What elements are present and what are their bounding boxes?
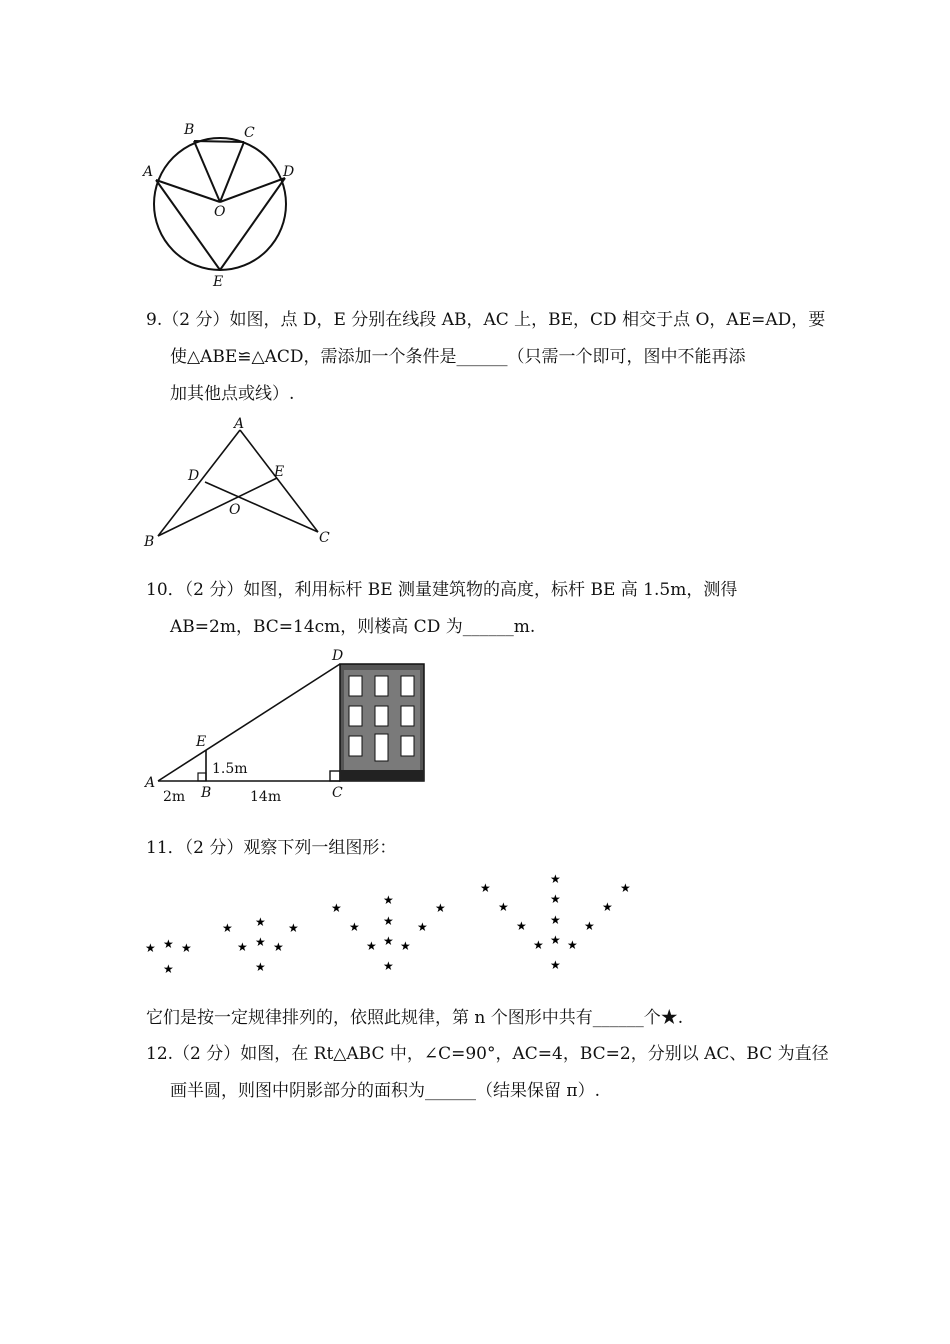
label-e: E [213,274,224,290]
question-10 [146,572,818,646]
star: ★ [533,938,544,952]
segment-ao [156,180,220,202]
star: ★ [516,919,527,933]
label-o: O [214,204,226,220]
label-c: C [244,125,255,141]
triangle-figure [140,414,340,554]
question-11-body [146,1000,818,1037]
right-angle-c [330,771,340,781]
star: ★ [480,881,491,895]
question-12 [146,1036,829,1110]
question-12-line-1: 12.（2 分）如图，在 Rt△ABC 中，∠C=90°，AC=4，BC=2，分别以 AC、BC 为直径 [146,1044,829,1064]
star-pattern-figure [140,870,640,985]
star: ★ [163,962,174,976]
star: ★ [331,901,342,915]
star: ★ [222,921,233,935]
star: ★ [349,920,360,934]
question-10-line-1: 10．（2 分）如图，利用标杆 BE 测量建筑物的高度，标杆 BE 高 1.5m，测得 [146,580,738,600]
star: ★ [550,892,561,906]
label-d: D [332,648,344,664]
label-a: A [145,775,156,791]
star: ★ [288,921,299,935]
label-c: C [319,530,330,546]
label-c: C [332,785,343,801]
label-b: B [201,785,212,801]
star: ★ [550,958,561,972]
segment-bc [194,141,244,142]
star: ★ [498,900,509,914]
question-9 [146,302,826,413]
star: ★ [383,914,394,928]
label-b: B [184,122,195,138]
star: ★ [255,915,266,929]
segment-co [220,142,244,202]
question-11-header [146,830,818,867]
segment-cd [205,482,318,532]
pole-height-label: 1.5m [212,761,248,777]
label-o: O [229,502,241,518]
label-d: D [283,164,295,180]
label-b: B [144,534,155,550]
question-12-line-2: 画半圆，则图中阴影部分的面积为______（结果保留 π）. [170,1081,600,1101]
label-a: A [143,164,154,180]
building-figure [140,646,430,811]
star: ★ [550,913,561,927]
star: ★ [602,900,613,914]
star: ★ [145,941,156,955]
question-10-line-2: AB=2m，BC=14cm，则楼高 CD 为______m. [170,617,536,637]
star: ★ [550,872,561,886]
star-group-4 [480,872,631,972]
star: ★ [567,938,578,952]
star-group-2 [222,915,299,974]
star: ★ [181,941,192,955]
label-e: E [274,464,285,480]
label-d: D [188,468,200,484]
star: ★ [255,935,266,949]
star: ★ [417,920,428,934]
star: ★ [273,940,284,954]
star: ★ [383,959,394,973]
building-icon [340,664,424,781]
star: ★ [400,939,411,953]
sight-line [158,664,340,781]
label-a: A [234,416,245,432]
star: ★ [383,893,394,907]
segment-do [220,178,285,202]
star: ★ [255,960,266,974]
star: ★ [366,939,377,953]
star: ★ [435,901,446,915]
segment-ac [240,430,318,532]
star: ★ [620,881,631,895]
star: ★ [163,937,174,951]
bc-length-label: 14m [250,789,282,805]
star: ★ [383,934,394,948]
segment-de [220,178,285,270]
ab-length-label: 2m [163,789,186,805]
star-group-3 [331,893,446,973]
circle-figure [140,120,300,290]
question-9-line-2: 使△ABE≌△ACD，需添加一个条件是______（只需一个即可，图中不能再添 [170,347,746,367]
right-angle-b [198,773,206,781]
question-11-line-1: 11．（2 分）观察下列一组图形： [146,838,397,858]
segment-bo [194,141,220,202]
star: ★ [550,933,561,947]
question-9-line-1: 9.（2 分）如图，点 D，E 分别在线段 AB，AC 上，BE，CD 相交于点 O，AE=AD，要 [146,310,826,330]
star-group-1 [145,937,192,976]
star: ★ [237,940,248,954]
question-11-line-2: 它们是按一定规律排列的，依照此规律，第 n 个图形中共有______个★. [146,1008,684,1028]
label-e: E [196,734,207,750]
segment-ae [156,180,220,270]
star: ★ [584,919,595,933]
question-9-line-3: 加其他点或线）. [170,384,295,404]
